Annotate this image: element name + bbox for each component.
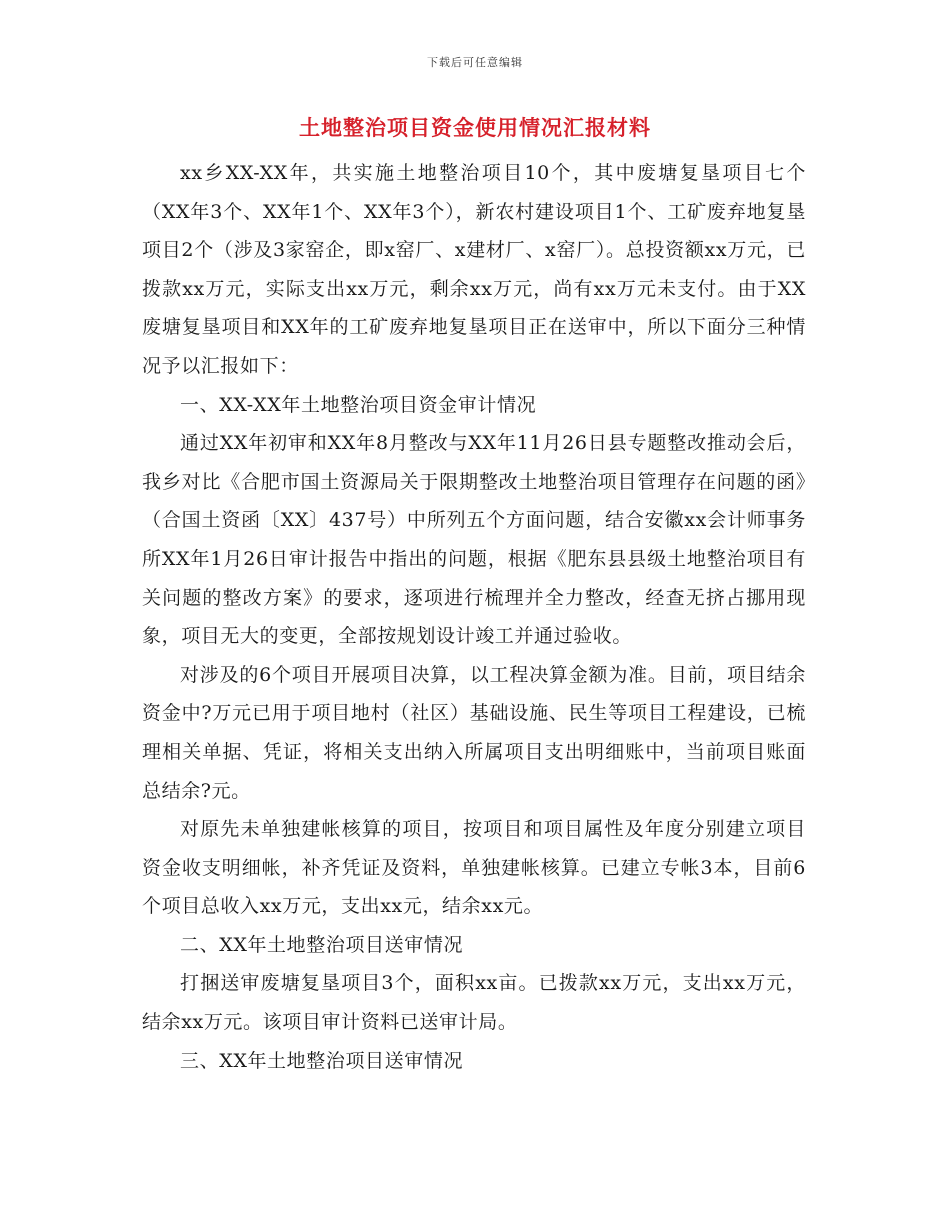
- paragraph-intro: xx乡XX-XX年，共实施土地整治项目10个，其中废塘复垦项目七个（XX年3个、XX年1个、XX年3个），新农村建设项目1个、工矿废弃地复垦项目2个（涉及3家窑企，即x窑厂、x建材厂、x窑厂）。总投资额xx万元，已拨款xx万元，实际支出xx万元，剩余xx万元，尚有xx万元未支付。由于XX废塘复垦项目和XX年的工矿废弃地复垦项目正在送审中，所以下面分三种情况予以汇报如下：: [142, 162, 806, 377]
- paragraph-accounts: 对原先未单独建帐核算的项目，按项目和项目属性及年度分别建立项目资金收支明细帐，补齐凭证及资料，单独建帐核算。已建立专帐3本，目前6个项目总收入xx万元，支出xx元，结余xx元。: [142, 818, 806, 918]
- header-note: 下载后可任意编辑: [427, 56, 523, 69]
- section-heading-2: 二、XX年土地整治项目送审情况: [180, 933, 464, 956]
- section-heading-3: 三、XX年土地整治项目送审情况: [180, 1049, 464, 1072]
- document-title: 土地整治项目资金使用情况汇报材料: [299, 115, 651, 140]
- paragraph-settlement: 对涉及的6个项目开展项目决算，以工程决算金额为准。目前，项目结余资金中?万元已用于项目地村（社区）基础设施、民生等项目工程建设，已梳理相关单据、凭证，将相关支出纳入所属项目支出明细账中，当前项目账面总结余?元。: [142, 663, 806, 802]
- document-body: [142, 154, 806, 1080]
- section-heading-1: 一、XX-XX年土地整治项目资金审计情况: [180, 393, 537, 416]
- paragraph-submission: 打捆送审废塘复垦项目3个，面积xx亩。已拨款xx万元，支出xx万元，结余xx万元。该项目审计资料已送审计局。: [142, 972, 806, 1034]
- paragraph-audit: 通过XX年初审和XX年8月整改与XX年11月26日县专题整改推动会后，我乡对比《合肥市国土资源局关于限期整改土地整治项目管理存在问题的函》（合国土资函〔XX〕437号）中所列五个方面问题，结合安徽xx会计师事务所XX年1月26日审计报告中指出的问题，根据《肥东县县级土地整治项目有关问题的整改方案》的要求，逐项进行梳理并全力整改，经查无挤占挪用现象，项目无大的变更，全部按规划设计竣工并通过验收。: [142, 432, 806, 648]
